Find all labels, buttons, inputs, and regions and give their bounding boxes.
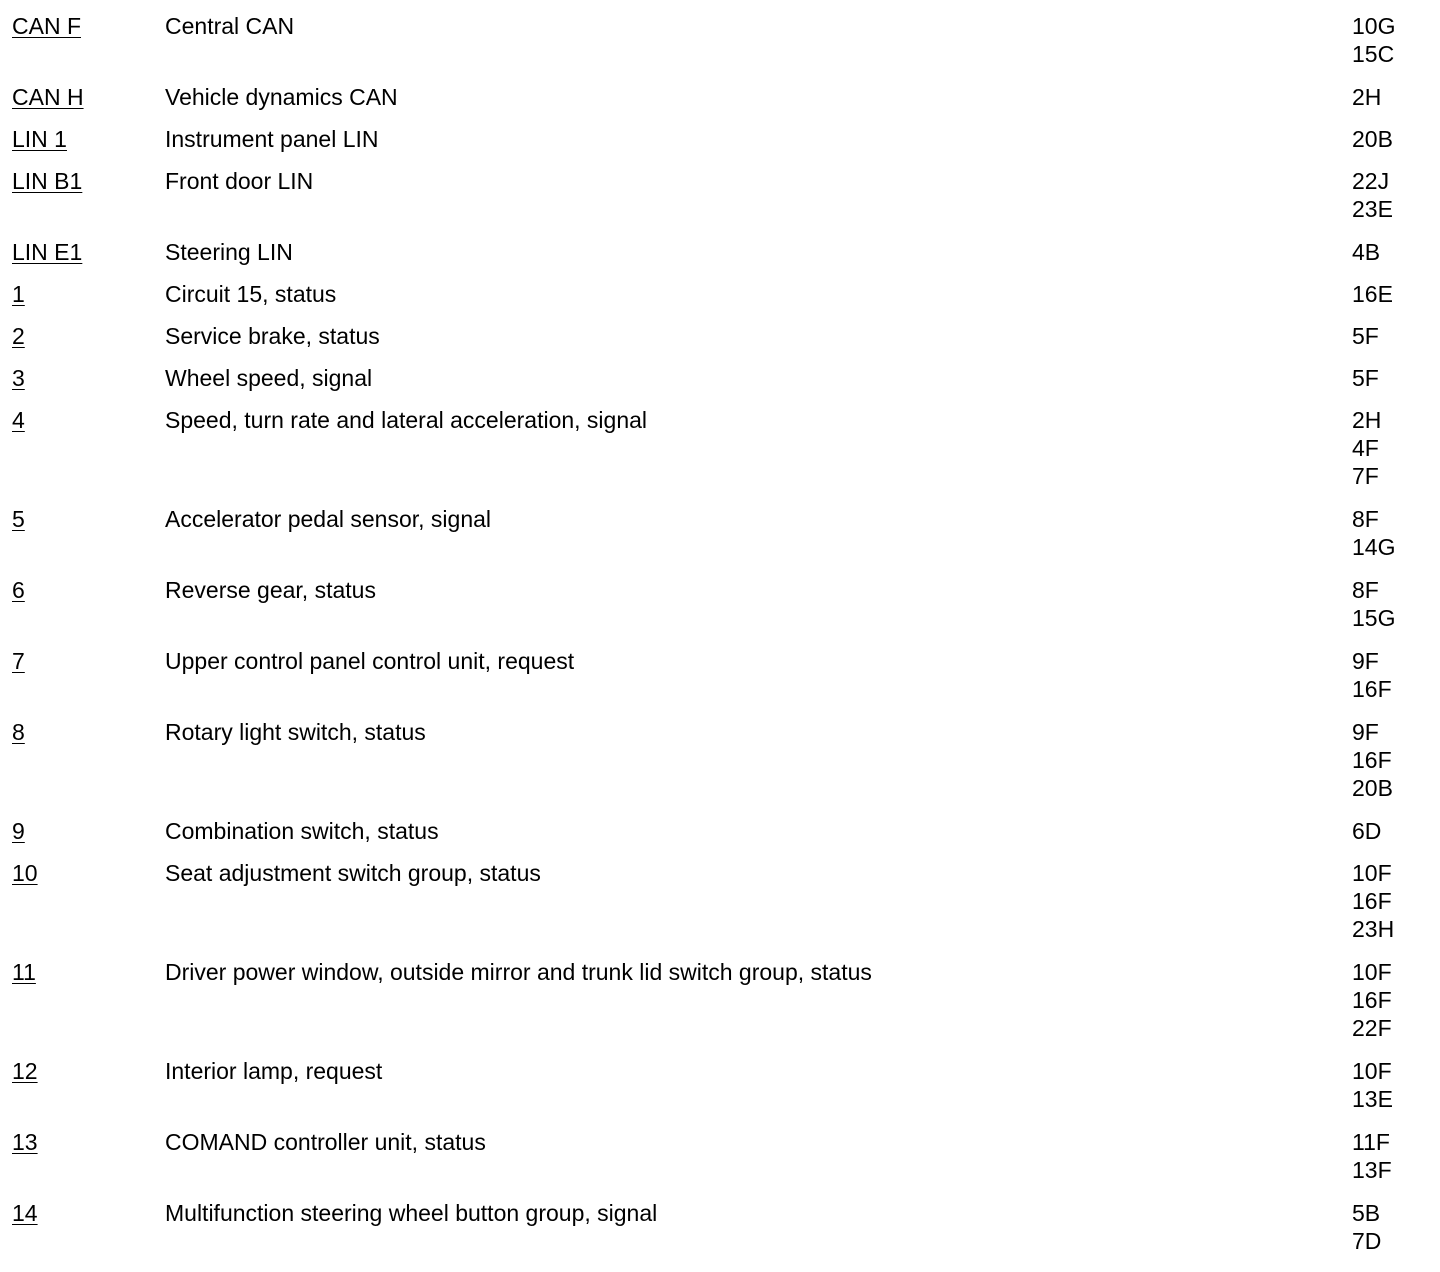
grid-reference[interactable]: 16E [1352,281,1393,307]
grid-reference[interactable]: 8F [1352,506,1379,532]
signal-description: Wheel speed, signal [165,365,373,391]
grid-reference[interactable]: 2H [1352,84,1382,110]
grid-reference[interactable]: 23H [1352,916,1395,942]
grid-reference-list [1352,406,1440,490]
legend-row [0,83,1440,111]
signal-description: Reverse gear, status [165,577,376,603]
grid-reference[interactable]: 16F [1352,676,1392,702]
signal-description: Interior lamp, request [165,1058,383,1084]
signal-code-link[interactable]: LIN 1 [12,126,67,152]
signal-code-link[interactable]: 5 [12,506,25,532]
signal-code-link[interactable]: 8 [12,719,25,745]
signal-code-link[interactable]: 12 [12,1058,38,1084]
signal-description: Multifunction steering wheel button group, signal [165,1200,658,1226]
legend-row [0,859,1440,943]
legend-row [0,647,1440,703]
signal-description: Seat adjustment switch group, status [165,860,541,886]
grid-reference[interactable]: 9F [1352,719,1379,745]
signal-description: Upper control panel control unit, request [165,648,575,674]
grid-reference[interactable]: 20B [1352,775,1393,801]
grid-reference[interactable]: 4F [1352,435,1379,461]
signal-description: Service brake, status [165,323,380,349]
grid-reference-list [1352,647,1440,703]
grid-reference-list [1352,576,1440,632]
signal-description: Steering LIN [165,239,293,265]
grid-reference-list [1352,958,1440,1042]
legend-row [0,505,1440,561]
signal-description: Instrument panel LIN [165,126,379,152]
grid-reference-list [1352,1128,1440,1184]
grid-reference[interactable]: 16F [1352,888,1392,914]
signal-code-link[interactable]: 2 [12,323,25,349]
legend-row [0,238,1440,266]
signal-description: Vehicle dynamics CAN [165,84,398,110]
grid-reference[interactable]: 13E [1352,1086,1393,1112]
grid-reference[interactable]: 10G [1352,13,1396,39]
signal-description: Combination switch, status [165,818,439,844]
signal-code-link[interactable]: 1 [12,281,25,307]
grid-reference[interactable]: 13F [1352,1157,1392,1183]
signal-description: Speed, turn rate and lateral acceleration, signal [165,407,648,433]
signal-description: Rotary light switch, status [165,719,426,745]
legend-row [0,364,1440,392]
legend-row [0,576,1440,632]
grid-reference-list [1352,817,1440,845]
grid-reference-list [1352,12,1440,68]
signal-code-link[interactable]: 7 [12,648,25,674]
grid-reference[interactable]: 10F [1352,1058,1392,1084]
grid-reference-list [1352,364,1440,392]
signal-code-link[interactable]: 6 [12,577,25,603]
grid-reference-list [1352,1199,1440,1255]
grid-reference[interactable]: 2H [1352,407,1382,433]
grid-reference[interactable]: 15G [1352,605,1396,631]
signal-code-link[interactable]: 11 [12,959,36,985]
signal-code-link[interactable]: 10 [12,860,38,886]
signal-code-link[interactable]: 3 [12,365,25,391]
grid-reference[interactable]: 9F [1352,648,1379,674]
signal-code-link[interactable]: 4 [12,407,25,433]
grid-reference-list [1352,83,1440,111]
signal-code-link[interactable]: LIN B1 [12,168,83,194]
grid-reference-list [1352,238,1440,266]
grid-reference-list [1352,718,1440,802]
legend-row [0,12,1440,68]
grid-reference[interactable]: 7D [1352,1228,1382,1254]
legend-row [0,1199,1440,1255]
signal-description: Driver power window, outside mirror and trunk lid switch group, status [165,959,872,985]
legend-row [0,817,1440,845]
grid-reference[interactable]: 20B [1352,126,1393,152]
grid-reference-list [1352,280,1440,308]
legend-row [0,167,1440,223]
grid-reference[interactable]: 4B [1352,239,1381,265]
signal-code-link[interactable]: 13 [12,1129,38,1155]
grid-reference[interactable]: 5F [1352,365,1379,391]
signal-code-link[interactable]: CAN F [12,13,81,39]
grid-reference[interactable]: 6D [1352,818,1382,844]
signal-code-link[interactable]: LIN E1 [12,239,83,265]
grid-reference-list [1352,1057,1440,1113]
legend-row [0,958,1440,1042]
grid-reference[interactable]: 22F [1352,1015,1392,1041]
grid-reference[interactable]: 5B [1352,1200,1381,1226]
signal-code-link[interactable]: CAN H [12,84,84,110]
signal-description: Front door LIN [165,168,314,194]
grid-reference[interactable]: 5F [1352,323,1379,349]
legend-row [0,280,1440,308]
legend-row [0,1128,1440,1184]
grid-reference[interactable]: 7F [1352,463,1379,489]
grid-reference[interactable]: 16F [1352,747,1392,773]
signal-description: Accelerator pedal sensor, signal [165,506,492,532]
signal-code-link[interactable]: 9 [12,818,25,844]
signal-description: COMAND controller unit, status [165,1129,486,1155]
legend-row [0,125,1440,153]
grid-reference-list [1352,505,1440,561]
grid-reference[interactable]: 11F [1352,1129,1390,1155]
grid-reference-list [1352,859,1440,943]
legend-row [0,322,1440,350]
grid-reference-list [1352,167,1440,223]
grid-reference[interactable]: 16F [1352,987,1392,1013]
grid-reference[interactable]: 15C [1352,41,1395,67]
grid-reference[interactable]: 23E [1352,196,1393,222]
grid-reference-list [1352,322,1440,350]
signal-code-link[interactable]: 14 [12,1200,38,1226]
grid-reference[interactable]: 14G [1352,534,1396,560]
grid-reference[interactable]: 22J [1352,168,1390,194]
signal-legend-list [0,12,1440,1270]
grid-reference[interactable]: 8F [1352,577,1379,603]
legend-row [0,406,1440,490]
legend-row [0,1057,1440,1113]
signal-description: Circuit 15, status [165,281,337,307]
legend-row [0,718,1440,802]
signal-description: Central CAN [165,13,295,39]
grid-reference[interactable]: 10F [1352,860,1392,886]
grid-reference-list [1352,125,1440,153]
grid-reference[interactable]: 10F [1352,959,1392,985]
